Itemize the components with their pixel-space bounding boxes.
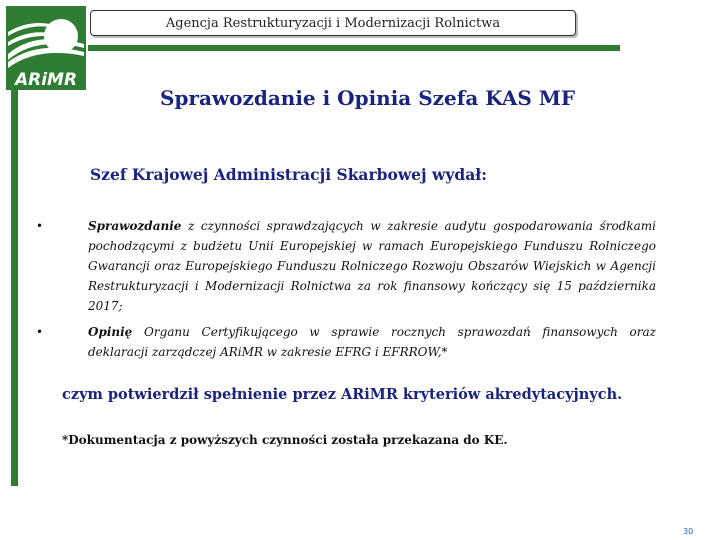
left-green-bar xyxy=(11,90,18,486)
bullet-marker: • xyxy=(36,219,44,233)
bullet-list xyxy=(36,216,656,368)
page-number: 30 xyxy=(683,527,694,536)
header-green-bar xyxy=(88,45,620,51)
bullet-lead: Opinię xyxy=(88,325,133,339)
slide-title: Sprawozdanie i Opinia Szefa KAS MF xyxy=(160,86,576,110)
bullet-text: Organu Certyfikującego w sprawie rocznych sprawozdań finansowych oraz deklaracji zarządczej ARiMR w zakresie EFRG i EFRROW,* xyxy=(88,325,656,359)
bullet-marker: • xyxy=(36,325,44,339)
bullet-item-report xyxy=(36,216,656,316)
bullet-text: z czynności sprawdzających w zakresie audytu gospodarowania środkami pochodzącymi z budżetu Unii Europejskiej w ramach Europejskiego Funduszu Rolniczego Gwarancji oraz Europejskiego Funduszu Rolniczego Rozwoju Obszarów Wiejskich w Agencji Restrukturyzacji i Modernizacji Rolnictwa za rok finansowy kończący się 15 października 2017; xyxy=(88,219,656,313)
svg-text:ARiMR: ARiMR xyxy=(14,70,78,90)
slide-subtitle: Szef Krajowej Administracji Skarbowej wydał: xyxy=(90,165,487,184)
conclusion-statement: czym potwierdził spełnienie przez ARiMR kryteriów akredytacyjnych. xyxy=(62,386,623,403)
header-box xyxy=(90,10,576,36)
footnote: *Dokumentacja z powyższych czynności została przekazana do KE. xyxy=(62,433,508,447)
org-name: Agencja Restrukturyzacji i Modernizacji Rolnictwa xyxy=(165,16,501,31)
arimr-logo xyxy=(6,6,86,90)
bullet-item-opinion xyxy=(36,322,656,362)
bullet-lead: Sprawozdanie xyxy=(88,219,182,233)
